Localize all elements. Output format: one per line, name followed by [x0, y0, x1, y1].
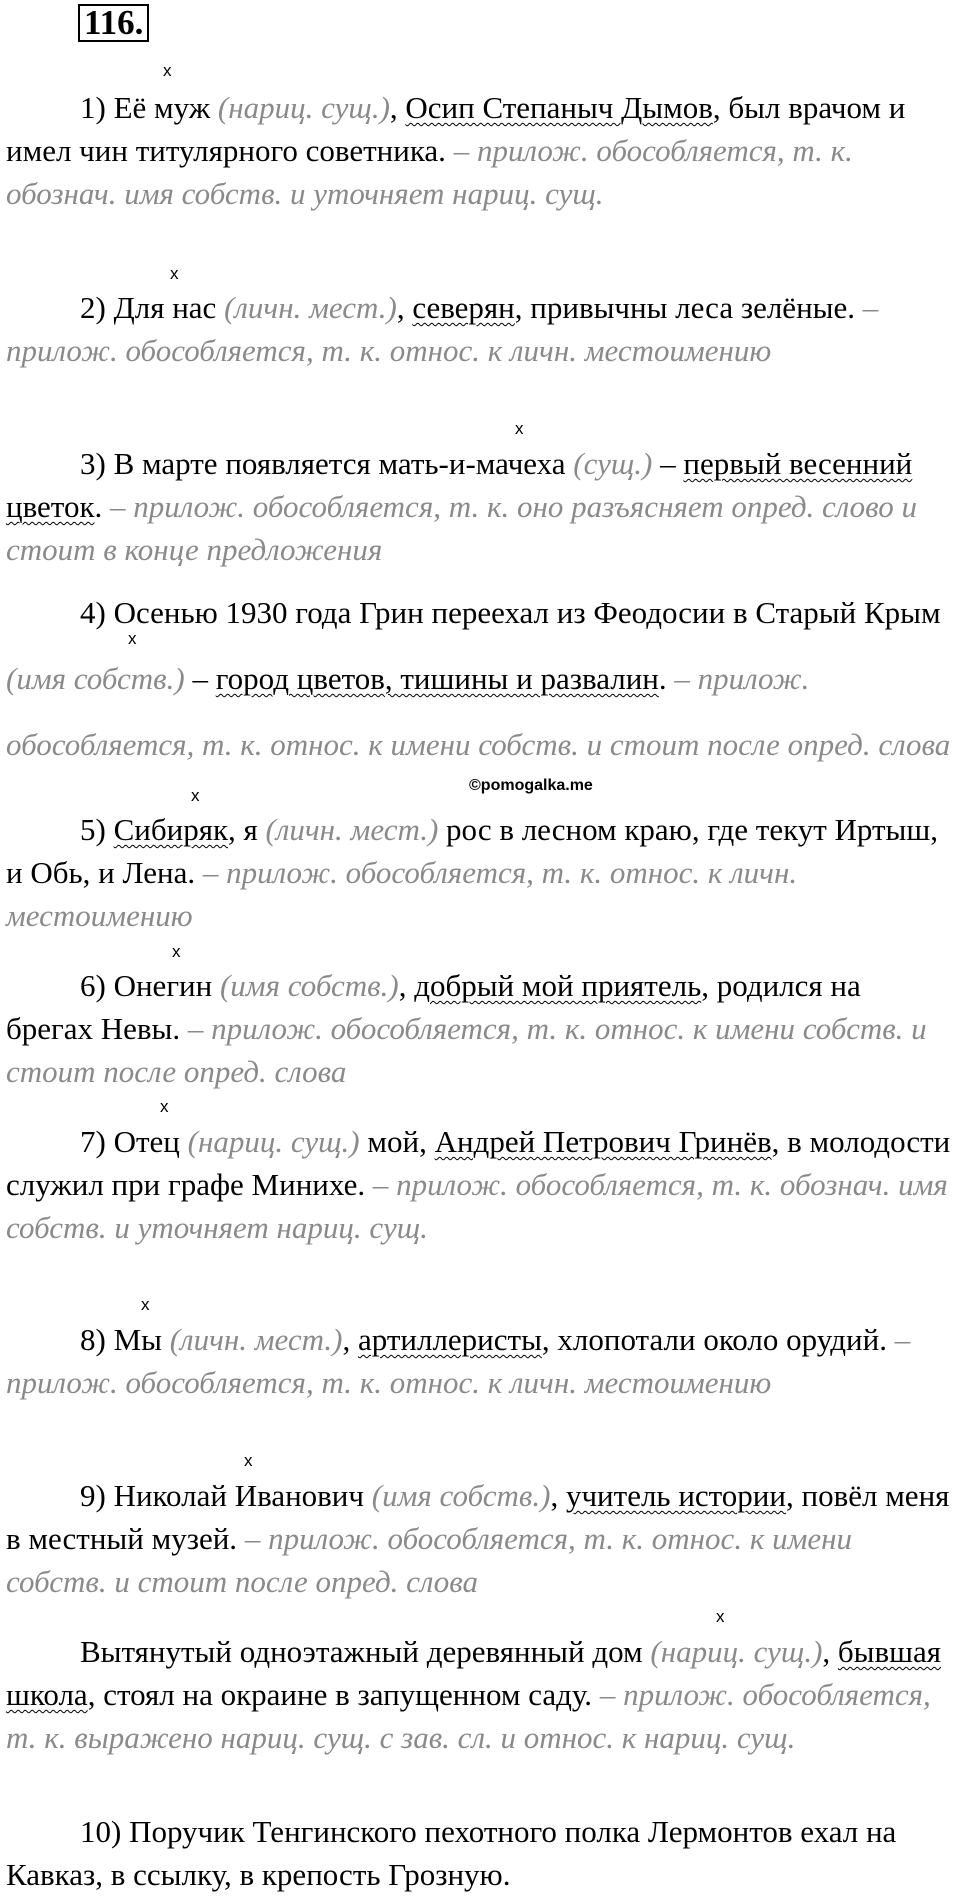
punctuation: ,: [396, 290, 413, 325]
grammar-note: (личн. мест.): [169, 1322, 343, 1357]
appositive: первый весенний цветок: [6, 446, 913, 524]
appositive: бывшая школа: [6, 1634, 942, 1712]
sentence-text: , был врачом и имел чин титулярного советника.: [6, 90, 906, 168]
sentence-extra: [6, 1630, 954, 1759]
sentence-number: 4): [80, 595, 114, 630]
appositive: Андрей Петрович Гринёв: [434, 1124, 772, 1159]
sentence-1: [6, 86, 954, 215]
sentence-text: , родился на брегах Невы.: [6, 968, 861, 1046]
x-marker: x: [515, 419, 524, 438]
sentence-4: [6, 580, 954, 778]
punctuation: ,: [822, 1634, 838, 1669]
sentence-text: .: [658, 661, 667, 696]
punctuation: ,: [398, 968, 415, 1003]
grammar-note: (имя собств.): [371, 1478, 551, 1513]
explanation: – прилож. обособляется, т. к. относ. к имени собств. и стоит после опред. слова: [6, 1521, 852, 1599]
sentence-text: Отец: [113, 1124, 188, 1159]
punctuation: ,: [389, 90, 406, 125]
sentence-text: рос в лесном краю, где текут Иртыш, и Обь, и Лена.: [6, 812, 938, 890]
sentence-6: [6, 964, 954, 1093]
sentence-5: [6, 808, 954, 937]
appositive: добрый мой приятель: [414, 968, 702, 1003]
sentence-text: .: [94, 489, 103, 524]
sentence-number: 6): [80, 968, 114, 1003]
sentence-text: Вытянутый одноэтажный деревянный дом: [80, 1634, 651, 1669]
grammar-note: (имя собств.): [219, 968, 399, 1003]
sentence-text: , привычны леса зелёные.: [514, 290, 855, 325]
punctuation: ,: [342, 1322, 358, 1357]
sentence-text: В марте появляется мать-и-мачеха: [113, 446, 574, 481]
sentence-text: Николай Иванович: [113, 1478, 372, 1513]
explanation: – прилож. обособляется, т. к. относ. к имени собств. и стоит после опред. слова: [6, 661, 951, 762]
sentence-text: Мы: [113, 1322, 170, 1357]
sentence-3: [6, 442, 954, 571]
grammar-note: (личн. мест.): [265, 812, 439, 847]
grammar-note: (имя собств.): [6, 661, 185, 696]
sentence-number: 3): [80, 446, 114, 481]
explanation: – прилож. обособляется, т. к. относ. к личн. местоимению: [6, 1322, 911, 1400]
appositive: Осип Степаныч Дымов: [405, 90, 713, 125]
sentence-number: 1): [80, 90, 114, 125]
x-marker: x: [172, 942, 181, 961]
sentence-2: [6, 286, 954, 372]
sentence-text: , повёл меня в местный музей.: [6, 1478, 950, 1556]
explanation: – прилож. обособляется, т. к. выражено нариц. сущ. с зав. сл. и относ. к нариц. сущ.: [6, 1677, 931, 1755]
sentence-text: Поручик Тенгинского пехотного полка Лермонтов ехал на Кавказ, в ссылку, в крепость Грозную.: [6, 1814, 897, 1892]
sentence-9: [6, 1474, 954, 1603]
grammar-note: (нариц. сущ.): [650, 1634, 823, 1669]
x-marker: x: [141, 1295, 150, 1314]
grammar-note: (личн. мест.): [224, 290, 397, 325]
sentence-number: 9): [80, 1478, 114, 1513]
sentence-text: Её муж: [113, 90, 218, 125]
x-marker: x: [163, 61, 172, 80]
sentence-number: 5): [80, 812, 114, 847]
sentence-text: , хлопотали около орудий.: [541, 1322, 887, 1357]
appositive: город цветов, тишины и развалин: [215, 661, 659, 696]
grammar-note: (сущ.): [573, 446, 653, 481]
explanation: – прилож. обособляется, т. к. оно разъясняет опред. слово и стоит в конце предложения: [6, 489, 917, 567]
explanation: – прилож. обособляется, т. к. обознач. имя собств. и уточняет нариц. сущ.: [6, 133, 853, 211]
appositive: учитель истории: [565, 1478, 786, 1513]
sentence-number: 8): [80, 1322, 114, 1357]
punctuation: мой,: [359, 1124, 435, 1159]
x-marker: x: [170, 264, 179, 283]
sentence-7: [6, 1120, 954, 1249]
task-number-box: 116.: [78, 4, 149, 42]
x-marker: x: [244, 1451, 253, 1470]
x-marker: x: [160, 1097, 169, 1116]
watermark: ©pomogalka.me: [469, 777, 593, 794]
appositive: Сибиряк: [113, 812, 229, 847]
grammar-note: (нариц. сущ.): [217, 90, 390, 125]
sentence-text: , я: [228, 812, 266, 847]
task-number-text: 116: [84, 3, 135, 42]
punctuation: ,: [550, 1478, 566, 1513]
explanation: – прилож. обособляется, т. к. относ. к имени собств. и стоит после опред. слова: [6, 1011, 927, 1089]
sentence-text: , в молодости служил при графе Минихе.: [6, 1124, 951, 1202]
sentence-text: Осенью 1930 года Грин переехал из Феодосии в Старый Крым: [113, 595, 941, 630]
sentence-number: 10): [80, 1814, 130, 1849]
sentence-text: Онегин: [113, 968, 220, 1003]
grammar-note: (нариц. сущ.): [187, 1124, 360, 1159]
explanation: – прилож. обособляется, т. к. обознач. имя собств. и уточняет нариц. сущ.: [6, 1167, 948, 1245]
sentence-8: [6, 1318, 954, 1404]
x-marker: x: [191, 786, 200, 805]
sentence-number: 2): [80, 290, 114, 325]
task-number: [78, 4, 149, 42]
x-marker: x: [128, 629, 137, 648]
x-marker: x: [716, 1607, 725, 1626]
punctuation: –: [184, 661, 216, 696]
punctuation: –: [652, 446, 684, 481]
sentence-text: , стоял на окраине в запущенном саду.: [87, 1677, 593, 1712]
appositive: северян: [412, 290, 515, 325]
explanation: – прилож. обособляется, т. к. относ. к личн. местоимению: [6, 855, 798, 933]
explanation: – прилож. обособляется, т. к. относ. к личн. местоимению: [6, 290, 879, 368]
appositive: артиллеристы: [357, 1322, 542, 1357]
sentence-number: 7): [80, 1124, 114, 1159]
sentence-10: [6, 1810, 954, 1896]
sentence-text: Для нас: [113, 290, 225, 325]
